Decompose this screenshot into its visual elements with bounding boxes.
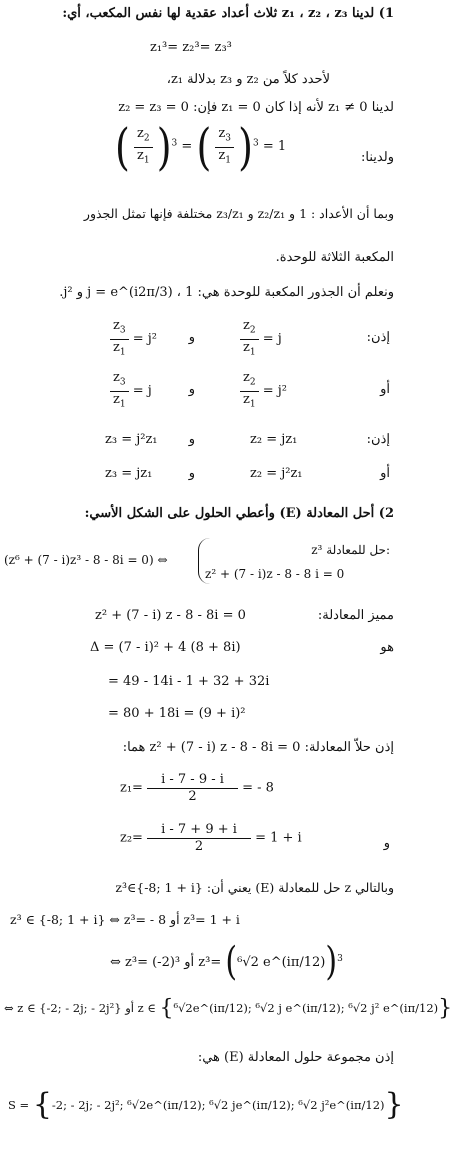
system-line-1: z³ حل للمعادلة:	[311, 543, 390, 557]
ratio-intro: ولدينا:	[361, 150, 394, 165]
cubes-equality: z₁³= z₂³= z₃³	[150, 40, 232, 55]
equiv-line-2: ⇔ z³= (-2)³ أو z³= (⁶√2 e^(iπ/12))$^3$	[110, 939, 343, 986]
section1-title	[62, 6, 394, 22]
ratio-equation: ( $\frac{z_2}{z_1}$ )$^3$ = ( $\frac{z_3}{z_1}$ )$^3$ = 1	[115, 118, 287, 176]
disc-label: مميز المعادلة:	[317, 608, 394, 623]
delta-line-2: = 49 - 14i - 1 + 32 + 32i	[108, 674, 270, 689]
equiv-line-1: z³ ∈ {-8; 1 + i} ⇔ z³= - 8 أو z³= 1 + i	[10, 912, 240, 927]
is-label: هو	[380, 640, 394, 655]
main-equation: (z⁶ + (7 - i)z³ - 8 - 8i = 0) ⇔	[4, 553, 168, 567]
and-label-3: و	[188, 432, 195, 447]
disc-equation: z² + (7 - i) z - 8 - 8i = 0	[95, 608, 246, 623]
case1-right: $\frac{z_3}{z_1}$ = j²	[110, 318, 157, 360]
section2-title: 2) أحل المعادلة (E) وأعطي الحلول على الشكل الأسي:	[84, 506, 394, 521]
case3-right: z₃ = j²z₁	[105, 432, 158, 447]
or-label-1: أو	[380, 382, 390, 397]
and-label-2: و	[188, 382, 195, 397]
case1-left: $\frac{z_2}{z_1}$ = j	[240, 318, 282, 360]
solution-set: S = {-2; - 2j; - 2j²; ⁶√2e^(iπ/12); ⁶√2 je^(iπ/12); ⁶√2 j²e^(iπ/12)}	[8, 1087, 404, 1122]
case3-left: z₂ = jz₁	[250, 432, 298, 447]
hence-line: وبالتالي z حل للمعادلة (E) يعني أن: z³∈{-8; 1 + i}	[115, 880, 394, 895]
set-label: إذن مجموعة حلول المعادلة (E) هي:	[197, 1050, 394, 1065]
system-line-2: z² + (7 - i)z - 8 - 8 i = 0	[205, 567, 345, 581]
z2-solution: z₂= $\frac{i - 7 + 9 + i}{2}$ = 1 + i	[120, 822, 302, 854]
section1-title-text: لدينا z₁ ، z₂ ، z₃ ثلاث أعداد عقدية لها نفس المكعب، أي:	[62, 6, 375, 21]
case2-left: $\frac{z_2}{z_1}$ = j²	[240, 370, 287, 412]
then-label-2: إذن:	[366, 432, 390, 447]
then-label-1: إذن:	[366, 330, 390, 345]
ratio-rhs: = 1	[262, 139, 287, 155]
section1-number: 1)	[378, 6, 394, 21]
case4-right: z₃ = jz₁	[105, 466, 153, 481]
or-label-2: أو	[380, 466, 390, 481]
delta-line-1: Δ = (7 - i)² + 4 (8 + 8i)	[90, 640, 241, 655]
delta-line-3: = 80 + 18i = (9 + i)²	[108, 706, 246, 721]
and-label-5: و	[383, 836, 390, 851]
z1-solution: z₁= $\frac{i - 7 - 9 - i}{2}$ = - 8	[120, 772, 274, 804]
case2-right: $\frac{z_3}{z_1}$ = j	[110, 370, 152, 412]
roots-line-2: المكعبة الثلاثة للوحدة.	[275, 250, 394, 265]
equiv-line-3: ⇔ z ∈ {-2; - 2j; - 2j²} أو z ∈ {⁶√2e^(iπ/12); ⁶√2 j e^(iπ/12); ⁶√2 j² e^(iπ/12)}	[4, 996, 452, 1021]
roots-line-3: ونعلم أن الجذور المكعبة للوحدة هي: 1 ، j = e^(i2π/3) و j².	[59, 285, 394, 300]
case4-left: z₂ = j²z₁	[250, 466, 303, 481]
and-label-1: و	[188, 330, 195, 345]
express-line: لأحدد كلاً من z₂ و z₃ بدلالة z₁،	[166, 72, 330, 87]
sols-label: إذن حلاّ المعادلة: z² + (7 - i) z - 8 - 8i = 0 هما:	[122, 740, 394, 755]
and-label-4: و	[188, 466, 195, 481]
nonzero-line: لدينا 0 ≠ z₁ لأنه إذا كان z₁ = 0 فإن: z₂ = z₃ = 0	[118, 100, 394, 115]
roots-line-1: وبما أن الأعداد : 1 و z₂/z₁ و z₃/z₁ مختلفة فإنها تمثل الجذور	[83, 206, 394, 221]
